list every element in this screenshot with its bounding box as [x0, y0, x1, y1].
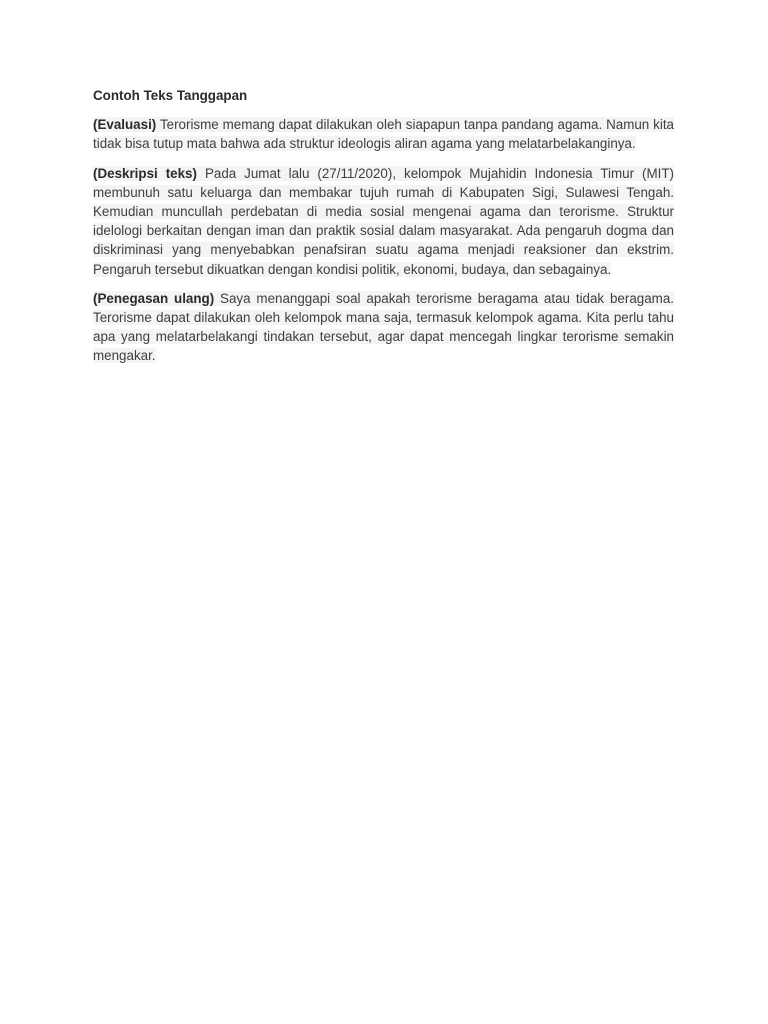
paragraph-text: Saya menanggapi soal apakah terorisme beragama atau tidak beragama. Terorisme dapat dilakukan oleh kelompok mana saja, termasuk kelompok agama. Kita perlu tahu apa yang melatarbelakangi tindakan tersebut, agar dapat mencegah lingkar terorisme semakin mengakar.: [93, 290, 674, 364]
paragraph-text: Terorisme memang dapat dilakukan oleh siapapun tanpa pandang agama. Namun kita tidak bisa tutup mata bahwa ada struktur ideologis aliran agama yang melatarbelakanginya.: [93, 117, 674, 152]
paragraph-evaluasi: [93, 115, 674, 153]
paragraph-label: (Deskripsi teks): [93, 165, 197, 181]
paragraph-label: (Evaluasi): [93, 117, 157, 133]
paragraph-penegasan-ulang: [93, 289, 674, 366]
paragraph-deskripsi-teks: [93, 164, 674, 279]
paragraph-text: Pada Jumat lalu (27/11/2020), kelompok Mujahidin Indonesia Timur (MIT) membunuh satu keluarga dan membakar tujuh rumah di Kabupaten Sigi, Sulawesi Tengah. Kemudian muncullah perdebatan di media sosial mengenai agama dan terorisme. Struktur idelologi berkaitan dengan iman dan praktik sosial dalam masyarakat. Ada pengaruh dogma dan diskriminasi yang menyebabkan penafsiran suatu agama menjadi reaksioner dan ekstrim. Pengaruh tersebut dikuatkan dengan kondisi politik, ekonomi, budaya, dan sebagainya.: [93, 165, 674, 277]
paragraph-label: (Penegasan ulang): [93, 290, 215, 306]
document-page: [93, 86, 674, 376]
document-title: Contoh Teks Tanggapan: [93, 88, 248, 103]
